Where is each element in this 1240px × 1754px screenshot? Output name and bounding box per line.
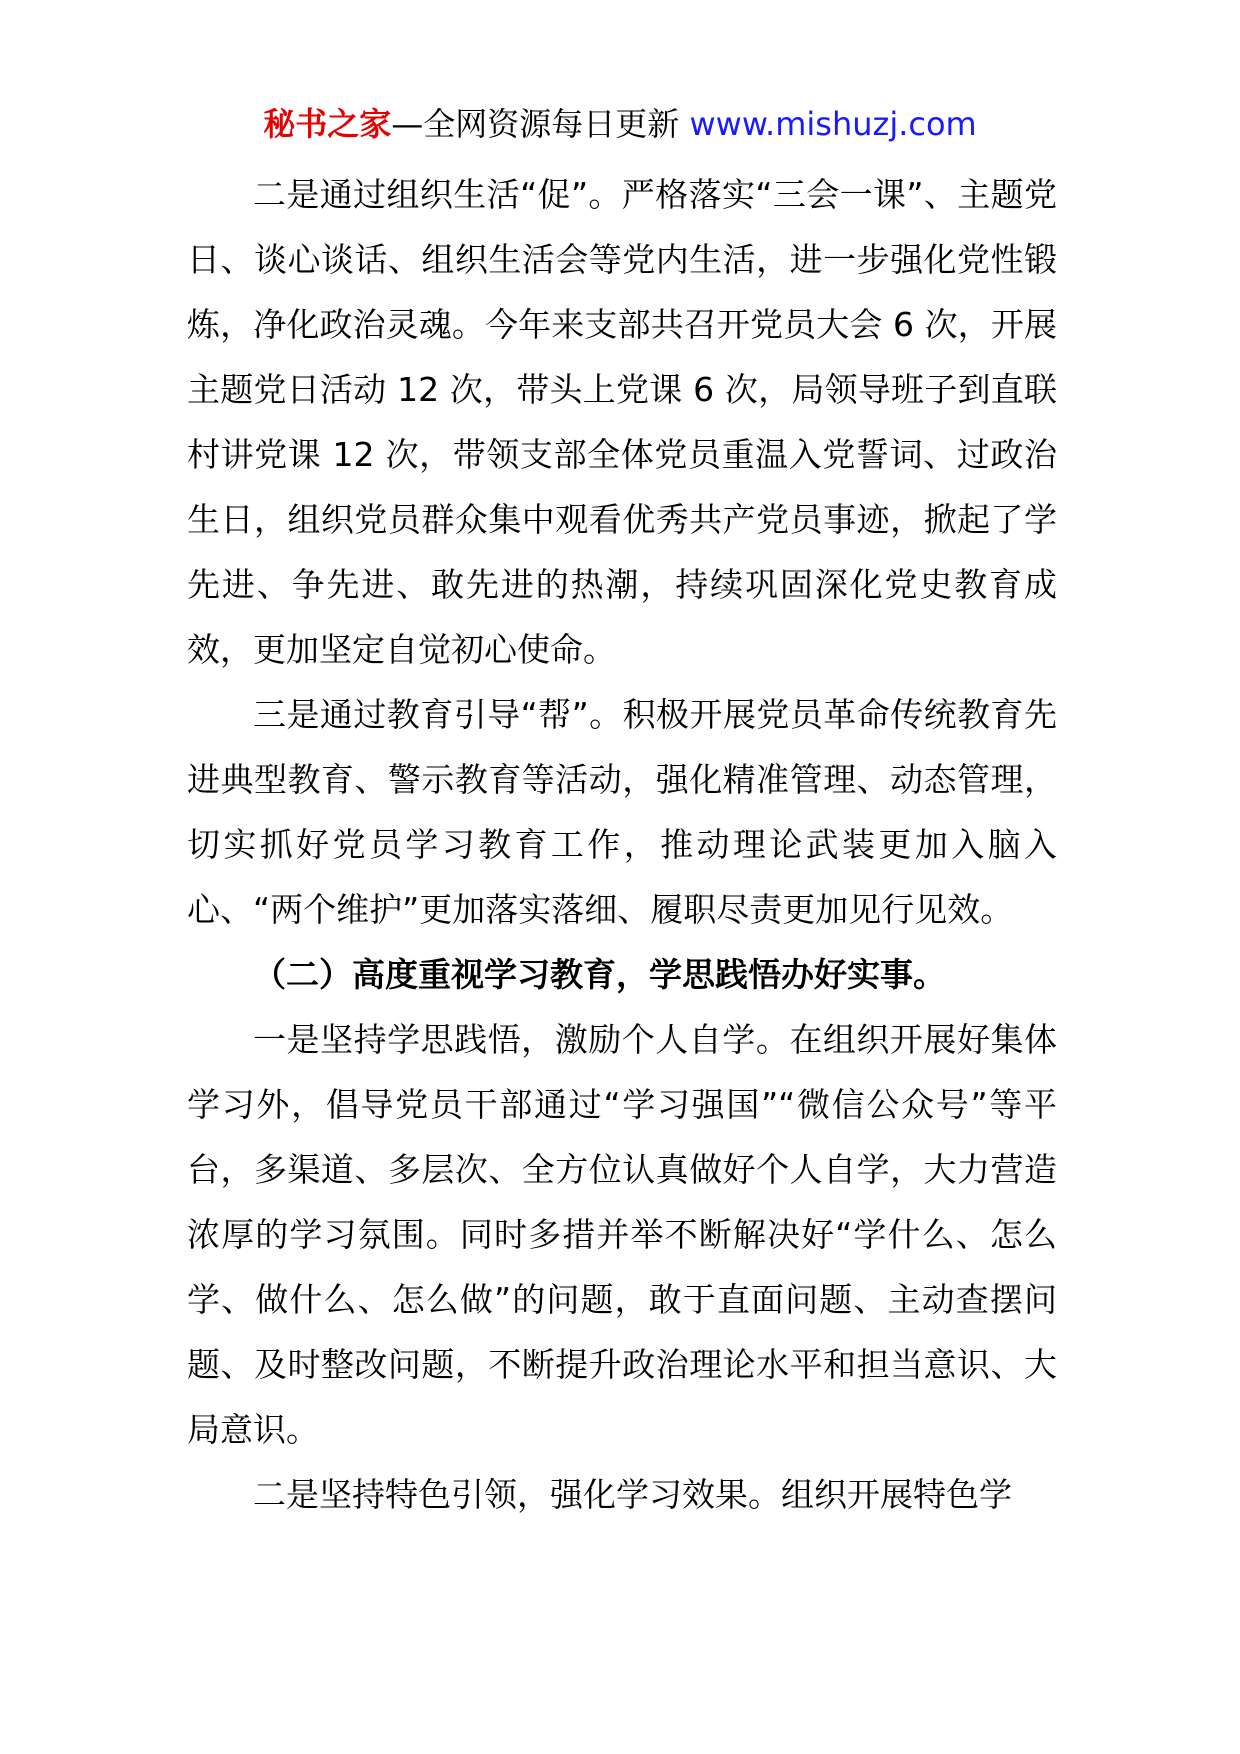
- document-body: [187, 162, 1057, 1527]
- site-url-link[interactable]: www.mishuzj.com: [689, 105, 977, 143]
- site-brand: 秘书之家: [263, 105, 392, 143]
- site-tagline: —全网资源每日更新: [391, 105, 690, 143]
- paragraph-organization-life: 二是通过组织生活“促”。严格落实“三会一课”、主题党日、谈心谈话、组织生活会等党内生活，进一步强化党性锻炼，净化政治灵魂。今年来支部共召开党员大会 6 次，开展主题党日活动 12 次，带头上党课 6 次，局领导班子到直联村讲党课 12 次，带领支部全体党员重温入党誓词、过政治生日，组织党员群众集中观看优秀共产党员事迹，掀起了学先进、争先进、敢先进的热潮，持续巩固深化党史教育成效，更加坚定自觉初心使命。: [187, 175, 1057, 669]
- site-header: [0, 100, 1240, 148]
- paragraph-education-guidance: 三是通过教育引导“帮”。积极开展党员革命传统教育先进典型教育、警示教育等活动，强化精准管理、动态管理，切实抓好党员学习教育工作，推动理论武装更加入脑入心、“两个维护”更加落实落细、履职尽责更加见行见效。: [187, 695, 1057, 929]
- section-subheading: （二）高度重视学习教育，学思践悟办好实事。: [253, 955, 946, 994]
- paragraph-feature-guidance: 二是坚持特色引领，强化学习效果。组织开展特色学: [253, 1475, 1012, 1514]
- paragraph-self-study: 一是坚持学思践悟，激励个人自学。在组织开展好集体学习外，倡导党员干部通过“学习强国”“微信公众号”等平台，多渠道、多层次、全方位认真做好个人自学，大力营造浓厚的学习氛围。同时多措并举不断解决好“学什么、怎么学、做什么、怎么做”的问题，敢于直面问题、主动查摆问题、及时整改问题，不断提升政治理论水平和担当意识、大局意识。: [187, 1020, 1057, 1449]
